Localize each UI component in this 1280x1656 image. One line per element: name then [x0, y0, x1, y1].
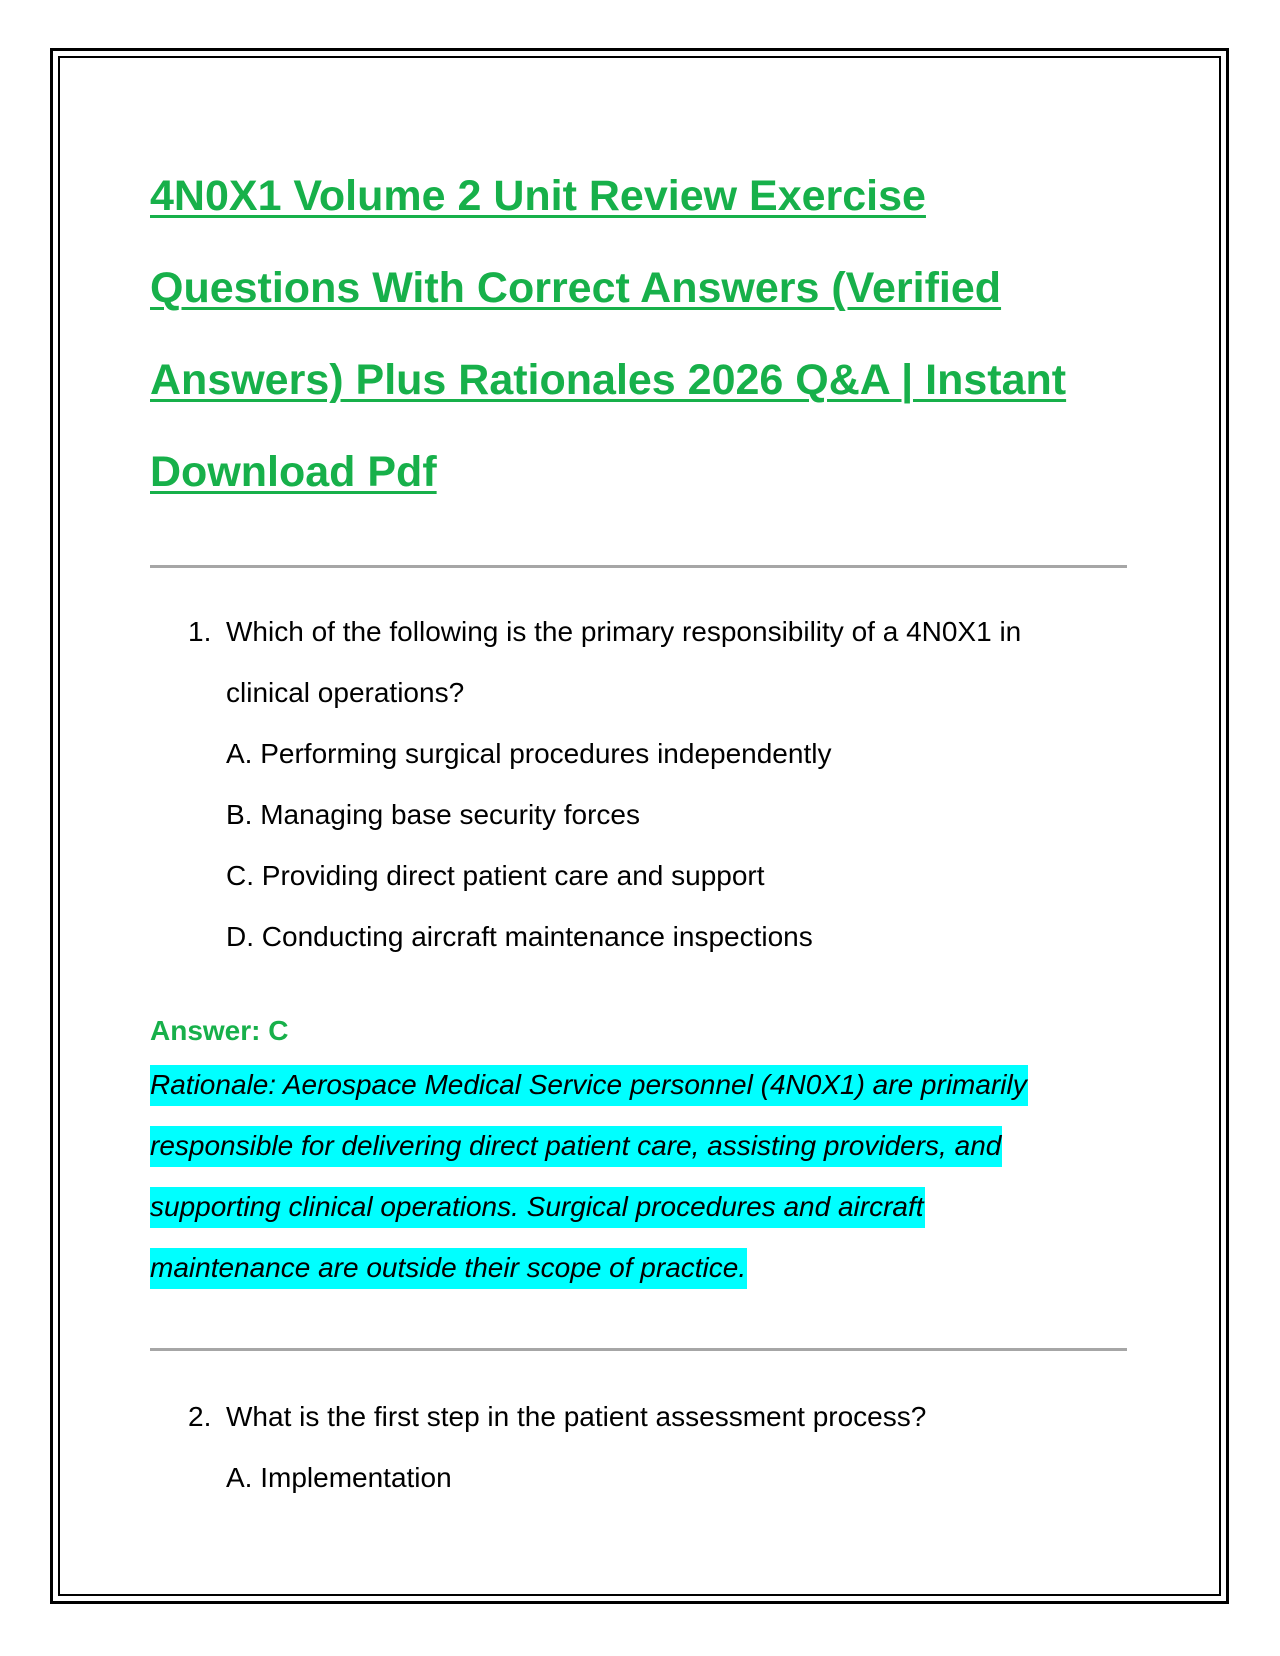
- rationale: [150, 1054, 1028, 1298]
- question-number: 2.: [188, 1401, 212, 1432]
- rationale-line: [150, 1054, 1028, 1115]
- title-line: Download Pdf: [150, 448, 437, 496]
- rationale-highlight: responsible for delivering direct patient care, assisting providers, and: [150, 1126, 1002, 1167]
- question-number: 1.: [188, 616, 212, 647]
- title-line: Answers) Plus Rationales 2026 Q&A | Instant: [150, 356, 1067, 404]
- title-line: Questions With Correct Answers (Verified: [150, 264, 1002, 312]
- rationale-line: [150, 1176, 1028, 1237]
- question-text-line: What is the first step in the patient assessment process?: [226, 1401, 927, 1432]
- option-a: A. Implementation: [226, 1462, 452, 1493]
- rationale-highlight: Rationale: Aerospace Medical Service personnel (4N0X1) are primarily: [150, 1065, 1028, 1106]
- title-line: 4N0X1 Volume 2 Unit Review Exercise: [150, 172, 926, 220]
- question-text-line: clinical operations?: [226, 677, 465, 708]
- rationale-highlight: maintenance are outside their scope of practice.: [150, 1248, 747, 1289]
- answer-label: Answer: C: [150, 1015, 289, 1046]
- rationale-line: [150, 1115, 1028, 1176]
- rationale-highlight: supporting clinical operations. Surgical procedures and aircraft: [150, 1187, 925, 1228]
- question-2: [188, 1386, 926, 1447]
- document-title[interactable]: [150, 150, 1110, 518]
- rationale-line: [150, 1237, 1028, 1298]
- option-a: A. Performing surgical procedures independently: [226, 738, 832, 769]
- question-text-line: Which of the following is the primary responsibility of a 4N0X1 in: [226, 616, 1022, 647]
- option-d: D. Conducting aircraft maintenance inspections: [226, 921, 813, 952]
- option-b: B. Managing base security forces: [226, 799, 640, 830]
- question-1: [188, 601, 1021, 723]
- section-divider: [150, 1348, 1127, 1351]
- section-divider: [150, 565, 1127, 568]
- option-c: C. Providing direct patient care and support: [226, 860, 765, 891]
